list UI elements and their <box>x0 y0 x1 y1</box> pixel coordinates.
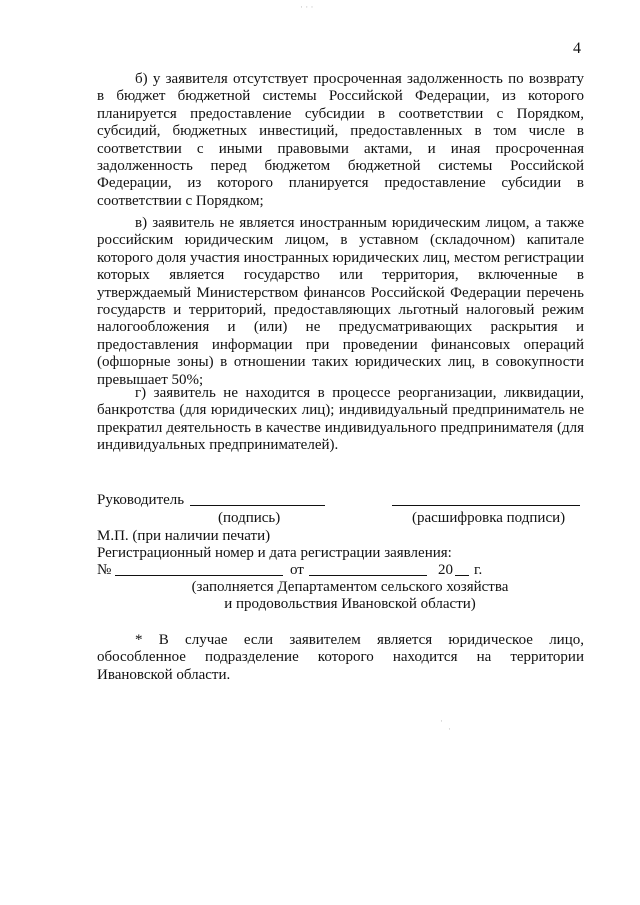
signature-caption: (подпись) <box>218 510 281 526</box>
decoding-caption: (расшифровка подписи) <box>412 510 566 526</box>
registration-label: Регистрационный номер и дата регистрации заявления: <box>97 545 452 561</box>
paragraph-b: б) у заявителя отсутствует просроченная задолженность по возврату в бюджет бюджетной системы Российской Федерации, из которого планируется предоставление субсидии в соответствии с Порядком, субсидий, бюджетных инвестиций, предоставленных в том числе в соответствии с иными правовыми актами, и иная просроченная задолженность перед бюджетом бюджетной системы Российской Федерации, из которого планируется предоставление субсидии в соответствии с Порядком; <box>97 71 584 209</box>
paragraph-v: в) заявитель не является иностранным юридическим лицом, а также российским юридическим лицом, в уставном (складочном) капитале которого доля участия иностранных юридических лиц, местом регистрации которых является государство или территория, включенные в утверждаемый Министерством финансов Российской Федерации перечень государств и территорий, предоставляющих льготный налоговый режим налогообложения и (или) не предусматривающих раскрытия и предоставления информации при проведении финансовых операций (офшорные зоны) в отношении таких юридических лиц, в совокупности превышает 50%; <box>97 215 584 388</box>
registration-number-row <box>97 562 111 579</box>
decoding-line <box>392 505 580 506</box>
registration-date-blank <box>309 575 427 576</box>
footnote: * В случае если заявителем является юридическое лицо, обособленное подразделение которого находится на территории Ивановской области. <box>97 632 584 683</box>
scan-artifact: · <box>448 724 451 734</box>
filled-by-line1: (заполняется Департаментом сельского хозяйства <box>191 579 509 595</box>
year-blank <box>455 575 469 576</box>
from-label: от <box>290 562 304 578</box>
head-label: Руководитель <box>97 492 185 508</box>
stamp-label: М.П. (при наличии печати) <box>97 528 271 544</box>
registration-number-blank <box>115 575 283 576</box>
filled-by-line2: и продовольствия Ивановской области) <box>224 596 476 612</box>
signature-line <box>190 505 325 506</box>
year-suffix: г. <box>474 562 483 578</box>
paragraph-g: г) заявитель не находится в процессе реорганизации, ликвидации, банкротства (для юридических лиц); индивидуальный предприниматель не прекратил деятельность в качестве индивидуального предпринимателя (для индивидуальных предпринимателей). <box>97 385 584 454</box>
scan-artifact: · · · <box>300 2 314 12</box>
head-label-row <box>97 492 184 509</box>
page-number: 4 <box>573 40 581 57</box>
year-prefix: 20 <box>438 562 453 578</box>
scan-artifact: · <box>440 716 443 726</box>
number-sign: № <box>97 562 112 578</box>
